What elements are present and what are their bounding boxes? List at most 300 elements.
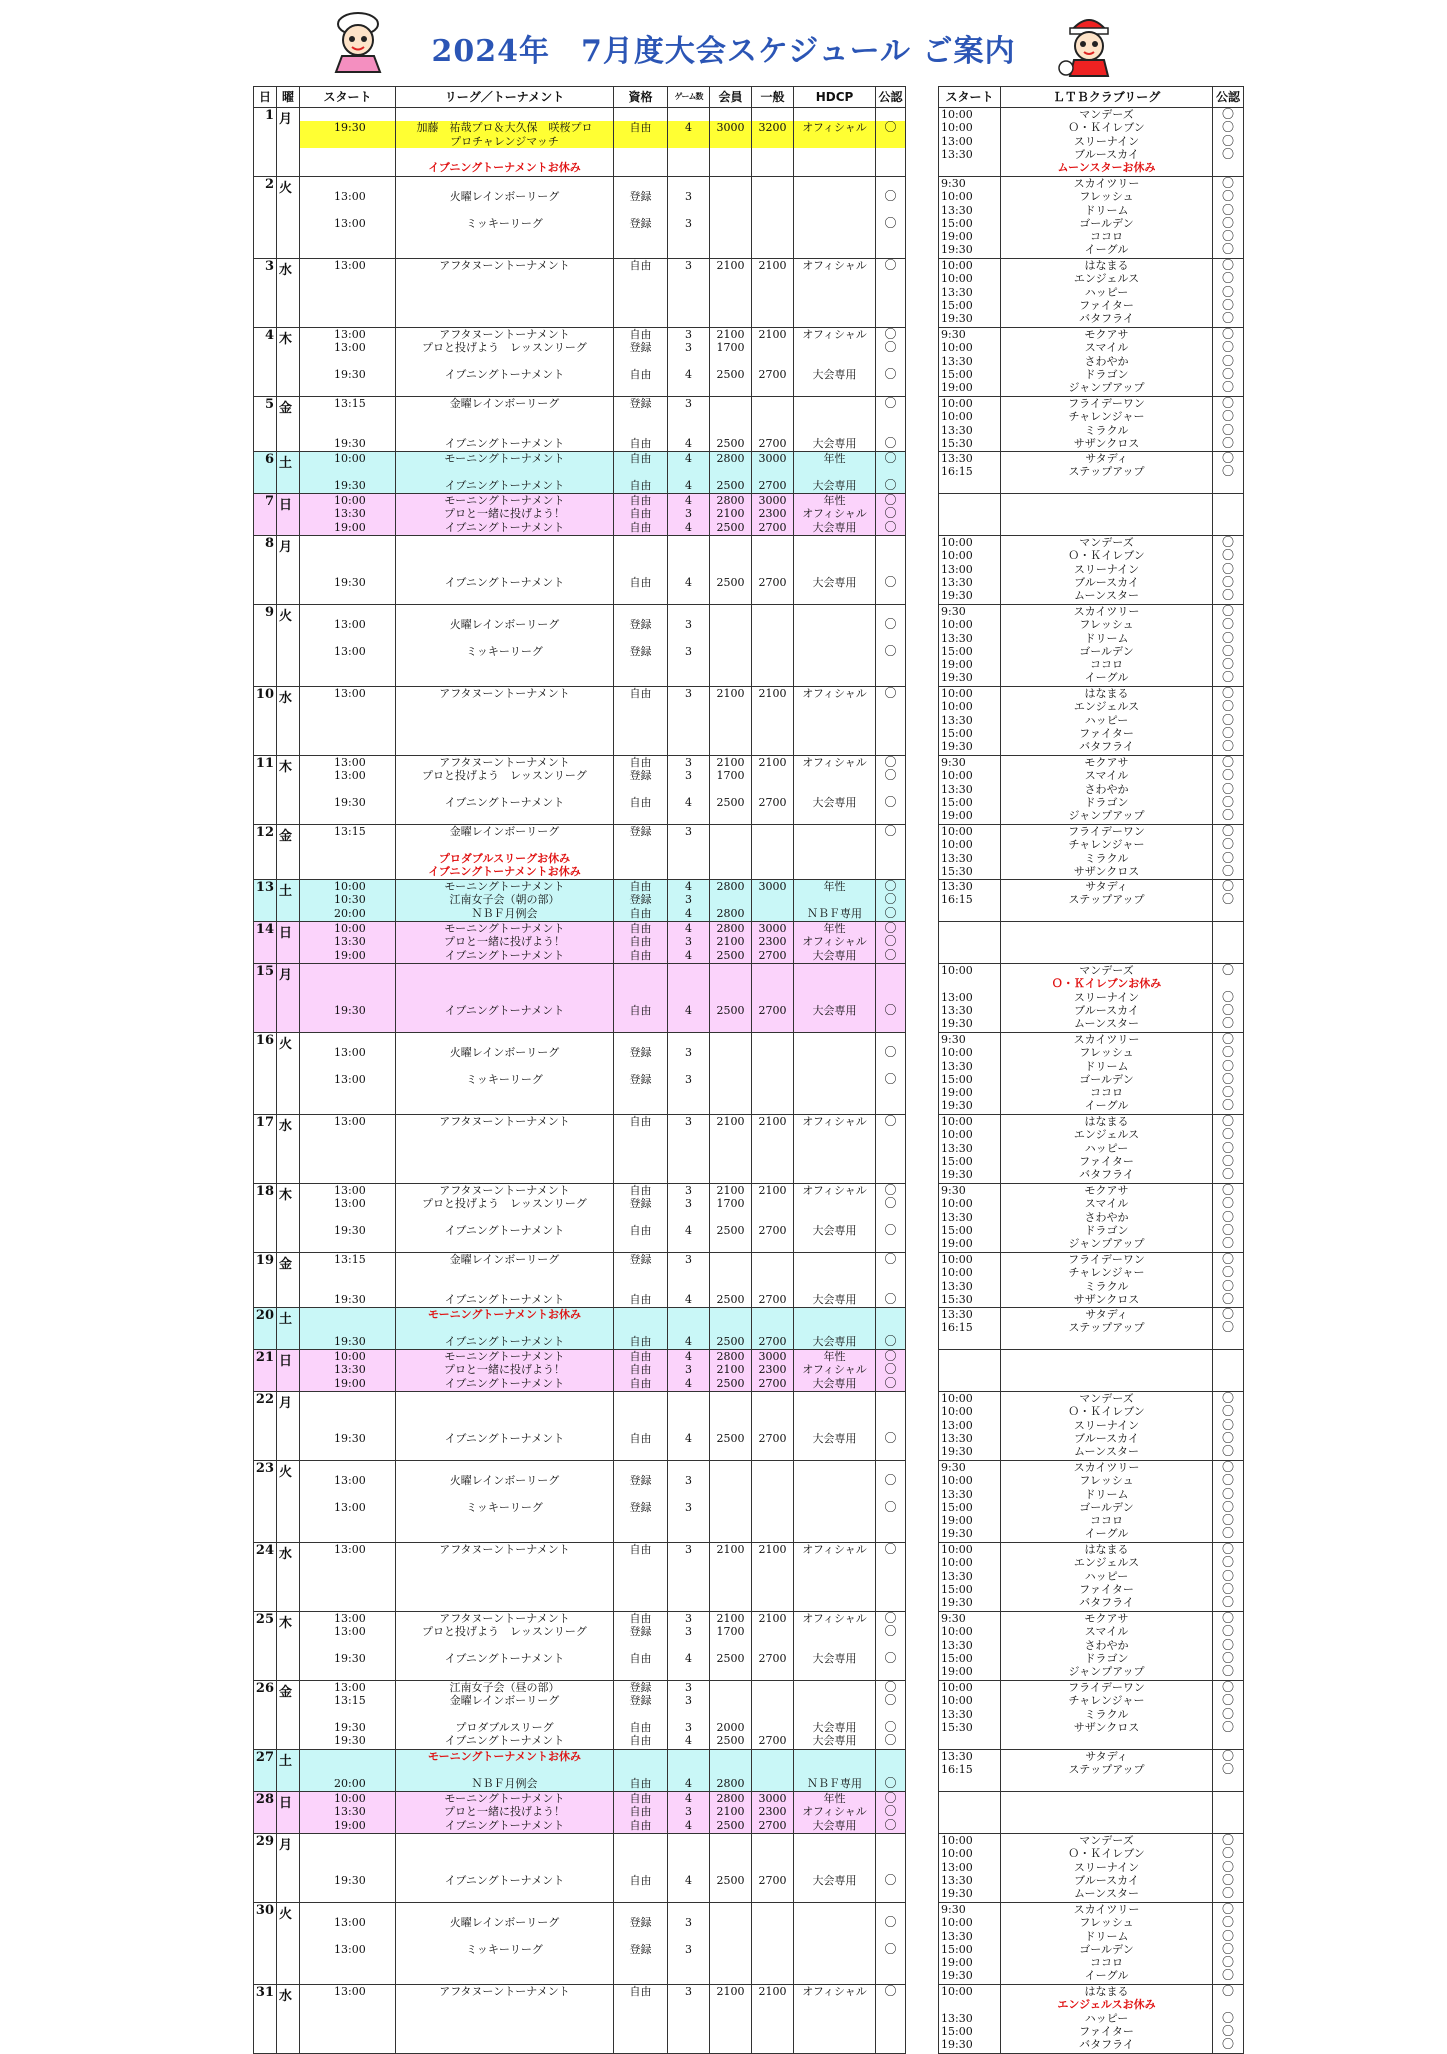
club-name: スリーナイン — [1073, 990, 1140, 1004]
member-fee — [710, 1903, 751, 1916]
club-name: ドラゴン — [1084, 367, 1129, 381]
certified-cell — [876, 922, 906, 964]
general-fee: 3000 — [758, 1350, 787, 1363]
general-fee-cell — [752, 1350, 794, 1392]
eligibility — [614, 727, 667, 740]
weekday: 月 — [277, 1392, 300, 1461]
eligibility-cell — [614, 328, 668, 397]
club-name: ステップアップ — [1068, 465, 1145, 479]
start-time: 10:30 — [334, 893, 366, 907]
member-fee: 2500 — [716, 1651, 745, 1665]
start-time — [300, 563, 395, 576]
general-fee — [752, 424, 793, 437]
start-time: 19:00 — [334, 520, 366, 534]
club-name: ハッピー — [1084, 2011, 1129, 2025]
event-name — [396, 549, 613, 562]
game-count: 4 — [685, 494, 692, 507]
member-fee — [710, 605, 751, 618]
certified: 〇 — [884, 397, 897, 410]
eligibility — [614, 852, 667, 865]
eligibility: 自由 — [629, 259, 652, 272]
eligibility — [614, 1445, 667, 1458]
club-certified — [1213, 977, 1243, 990]
hdcp-cell — [794, 964, 876, 1033]
hdcp-cell — [794, 756, 876, 825]
day-number: 7 — [254, 494, 277, 536]
general-fee — [752, 1596, 793, 1609]
hdcp — [794, 1501, 875, 1514]
certified — [876, 465, 905, 478]
start-time: 13:00 — [334, 1916, 366, 1930]
member-fee — [710, 108, 751, 121]
hdcp — [794, 1847, 875, 1860]
general-fee-cell — [752, 922, 794, 964]
certified-cell — [876, 328, 906, 397]
club-certified-cell — [1213, 1350, 1244, 1392]
hdcp — [794, 825, 875, 838]
day-number: 16 — [254, 1033, 277, 1115]
eligibility — [614, 1033, 667, 1046]
eligibility — [614, 563, 667, 576]
hdcp — [794, 1694, 875, 1707]
weekday: 水 — [277, 687, 300, 756]
weekday: 火 — [277, 1903, 300, 1985]
general-fee — [752, 1708, 793, 1721]
club-name: ドリーム — [1084, 1929, 1129, 1943]
eligibility: 自由 — [629, 507, 652, 521]
member-fee: 2100 — [716, 328, 745, 341]
game-count — [668, 700, 709, 713]
club-name: ファイター — [1079, 1154, 1134, 1168]
eligibility: 自由 — [614, 121, 667, 134]
game-count-cell — [668, 1543, 710, 1612]
certified: 〇 — [884, 1985, 897, 1998]
certified — [876, 1930, 905, 1943]
eligibility-cell — [614, 825, 668, 880]
club-certified: 〇 — [1221, 687, 1234, 700]
general-fee-cell — [752, 605, 794, 687]
member-fee-cell — [710, 1792, 752, 1834]
general-fee — [752, 632, 793, 645]
hdcp: オフィシャル — [802, 259, 867, 272]
club-certified: 〇 — [1221, 410, 1234, 424]
day-row — [254, 108, 906, 177]
event-name — [396, 809, 613, 822]
member-fee — [710, 381, 751, 394]
hdcp: 大会専用 — [812, 1734, 857, 1748]
member-fee — [710, 991, 751, 1004]
club-start-time: 13:30 — [941, 1569, 973, 1583]
game-count — [668, 312, 709, 325]
general-fee: 2100 — [758, 756, 787, 769]
member-fee — [710, 1321, 751, 1334]
member-fee — [710, 740, 751, 753]
eligibility-cell — [614, 1681, 668, 1750]
general-fee: 2700 — [758, 436, 787, 450]
member-fee: 2100 — [716, 259, 745, 272]
hdcp — [794, 740, 875, 753]
club-name: スカイツリー — [1073, 177, 1140, 190]
club-name-cell — [1001, 1750, 1213, 1792]
general-fee — [752, 1956, 793, 1969]
event-name: イブニングトーナメント — [444, 1292, 565, 1306]
certified: 〇 — [884, 1350, 897, 1363]
club-start-time: 15:00 — [941, 726, 973, 740]
club-start-time-cell — [939, 1543, 1001, 1612]
general-fee — [752, 272, 793, 285]
club-certified: 〇 — [1221, 726, 1234, 740]
eligibility-cell — [614, 1543, 668, 1612]
hdcp-cell — [794, 922, 876, 964]
game-count-cell — [668, 1184, 710, 1253]
eligibility — [614, 312, 667, 325]
hdcp: 大会専用 — [812, 795, 857, 809]
certified-cell — [876, 494, 906, 536]
eligibility-cell — [614, 1612, 668, 1681]
hdcp — [794, 658, 875, 671]
event-name — [396, 1596, 613, 1609]
general-fee: 2700 — [758, 478, 787, 492]
member-fee — [710, 135, 751, 148]
member-fee — [710, 2012, 751, 2025]
start-time: 10:00 — [334, 494, 366, 507]
club-name: スマイル — [1084, 1625, 1129, 1639]
hdcp: オフィシャル — [802, 1612, 867, 1625]
hdcp-cell — [794, 1253, 876, 1308]
member-fee: 2500 — [716, 367, 745, 381]
certified — [876, 410, 905, 423]
club-start-time-cell — [939, 1750, 1001, 1792]
club-certified: 〇 — [1221, 893, 1234, 907]
event-name: プロと一緒に投げよう！ — [444, 507, 565, 521]
club-certified: 〇 — [1221, 1308, 1234, 1321]
general-fee — [752, 1514, 793, 1527]
certified: 〇 — [884, 436, 897, 450]
club-name: ファイター — [1079, 726, 1134, 740]
club-name: はなまる — [1084, 259, 1129, 272]
general-fee: 2700 — [758, 1334, 787, 1348]
general-fee: 2300 — [758, 507, 787, 521]
general-fee — [752, 658, 793, 671]
club-certified: 〇 — [1221, 1763, 1234, 1777]
certified — [876, 1128, 905, 1141]
general-fee — [752, 1861, 793, 1874]
club-name-cell — [1001, 922, 1213, 964]
club-certified: 〇 — [1221, 1154, 1234, 1168]
club-certified: 〇 — [1221, 1887, 1234, 1901]
member-fee — [710, 1930, 751, 1943]
member-fee: 2800 — [716, 922, 745, 935]
hdcp: 年性 — [823, 494, 846, 507]
hdcp — [794, 1280, 875, 1293]
eligibility: 自由 — [629, 880, 652, 893]
eligibility — [614, 1583, 667, 1596]
club-name: フライデーワン — [1068, 1253, 1145, 1266]
certified: 〇 — [884, 1916, 897, 1930]
hdcp-cell — [794, 1184, 876, 1253]
club-certified-cell — [1213, 397, 1244, 452]
club-start-time: 15:00 — [941, 298, 973, 312]
day-number: 9 — [254, 605, 277, 687]
day-number: 22 — [254, 1392, 277, 1461]
event-name: アフタヌーントーナメント — [439, 1543, 570, 1556]
eligibility — [614, 1763, 667, 1776]
event-name — [396, 177, 613, 190]
club-name: スカイツリー — [1073, 1903, 1140, 1916]
club-name: ムーンスターお休み — [1057, 161, 1156, 175]
certified-cell — [876, 1253, 906, 1308]
event-name: プロダブルスリーグお休み — [438, 851, 571, 865]
club-certified: 〇 — [1221, 1086, 1234, 1100]
member-fee: 2800 — [716, 1776, 745, 1790]
event-name: イブニングトーナメントお休み — [428, 161, 581, 175]
member-fee — [710, 1763, 751, 1776]
certified — [876, 658, 905, 671]
club-name: エンジェルス — [1073, 1128, 1140, 1142]
hdcp: オフィシャル — [802, 1543, 867, 1556]
event-name-cell — [396, 452, 614, 494]
hdcp — [794, 865, 875, 878]
day-row — [254, 536, 906, 605]
club-certified: 〇 — [1221, 549, 1234, 563]
member-fee-cell — [710, 494, 752, 536]
club-name-cell — [1001, 1792, 1213, 1834]
club-start-time: 9:30 — [941, 756, 966, 769]
header-cell: 曜 — [277, 87, 300, 108]
event-name-cell — [396, 687, 614, 756]
certified — [876, 1834, 905, 1847]
general-fee — [752, 1943, 793, 1956]
club-certified: 〇 — [1221, 1707, 1234, 1721]
club-name: フレッシュ — [1079, 618, 1134, 632]
event-name-cell — [396, 259, 614, 328]
general-fee — [752, 1017, 793, 1030]
game-count-cell — [668, 825, 710, 880]
club-certified: 〇 — [1221, 769, 1234, 783]
start-time-cell — [300, 1033, 396, 1115]
day-row — [254, 1612, 906, 1681]
event-name: 江南女子会（朝の部） — [449, 893, 560, 907]
day-number: 11 — [254, 756, 277, 825]
club-day-row — [939, 328, 1244, 397]
hdcp: 年性 — [823, 922, 846, 935]
game-count — [668, 1834, 709, 1847]
club-start-time: 10:00 — [941, 1197, 973, 1211]
event-name — [396, 563, 613, 576]
club-start-time: 13:30 — [941, 1873, 973, 1887]
general-fee: 3000 — [758, 880, 787, 893]
eligibility: 自由 — [629, 1376, 652, 1390]
club-certified: 〇 — [1221, 1253, 1234, 1266]
certified: 〇 — [884, 1651, 897, 1665]
club-start-time: 10:00 — [941, 259, 973, 272]
start-time — [300, 1155, 395, 1168]
club-certified: 〇 — [1221, 190, 1234, 204]
club-name: マンデーズ — [1079, 1392, 1134, 1405]
general-fee — [752, 1750, 793, 1763]
header-cell: ＬＴＢクラブリーグ — [1001, 87, 1213, 108]
member-fee — [710, 1445, 751, 1458]
eligibility: 自由 — [629, 436, 652, 450]
game-count — [668, 658, 709, 671]
club-certified-cell — [1213, 687, 1244, 756]
weekday: 土 — [277, 880, 300, 922]
eligibility: 登録 — [629, 216, 652, 230]
club-name-cell — [1001, 1543, 1213, 1612]
eligibility — [614, 1750, 667, 1763]
event-name: アフタヌーントーナメント — [439, 328, 570, 341]
game-count: 4 — [685, 922, 692, 935]
event-name: モーニングトーナメントお休み — [428, 1308, 581, 1321]
club-name: さわやか — [1084, 1638, 1129, 1652]
eligibility — [614, 1155, 667, 1168]
game-count — [668, 1750, 709, 1763]
eligibility: 自由 — [629, 1776, 652, 1790]
hdcp — [794, 397, 875, 410]
club-name: バタフライ — [1079, 1168, 1134, 1182]
club-start-time: 13:30 — [941, 1210, 973, 1224]
member-fee — [710, 1419, 751, 1432]
hdcp — [794, 1583, 875, 1596]
hdcp: ＮＢＦ専用 — [807, 1776, 862, 1790]
certified — [876, 549, 905, 562]
header-cell: スタート — [939, 87, 1001, 108]
event-name: イブニングトーナメント — [444, 575, 565, 589]
hdcp: 大会専用 — [812, 478, 857, 492]
event-name — [396, 410, 613, 423]
member-fee — [710, 204, 751, 217]
member-fee — [710, 700, 751, 713]
hdcp: 大会専用 — [812, 948, 857, 962]
day-row — [254, 397, 906, 452]
start-time-cell — [300, 1184, 396, 1253]
club-name: フレッシュ — [1079, 1916, 1134, 1930]
hdcp: 大会専用 — [812, 1376, 857, 1390]
general-fee: 2700 — [758, 520, 787, 534]
club-start-time: 10:00 — [941, 190, 973, 204]
club-start-time: 10:00 — [941, 341, 973, 355]
general-fee-cell — [752, 1392, 794, 1461]
certified: 〇 — [884, 1681, 897, 1694]
event-name-cell — [396, 1612, 614, 1681]
general-fee — [752, 1073, 793, 1086]
club-start-time: 15:00 — [941, 1582, 973, 1596]
eligibility — [614, 2038, 667, 2051]
start-time: 10:00 — [334, 922, 366, 935]
eligibility: 登録 — [629, 1046, 652, 1060]
club-start-time: 10:00 — [941, 1847, 973, 1861]
club-name: ムーンスター — [1074, 1887, 1139, 1901]
club-day-row — [939, 1681, 1244, 1750]
game-count-cell — [668, 880, 710, 922]
certified-cell — [876, 259, 906, 328]
day-row — [254, 756, 906, 825]
club-name: はなまる — [1084, 1115, 1129, 1128]
start-time — [300, 852, 395, 865]
event-name — [396, 148, 613, 161]
club-start-time: 19:00 — [941, 1514, 973, 1528]
start-time: 13:00 — [334, 618, 366, 632]
club-start-time-cell — [939, 1033, 1001, 1115]
hdcp — [794, 1998, 875, 2011]
start-time-cell — [300, 1681, 396, 1750]
game-count-cell — [668, 922, 710, 964]
hdcp: 大会専用 — [812, 575, 857, 589]
club-certified: 〇 — [1221, 575, 1234, 589]
eligibility: 登録 — [629, 1197, 652, 1211]
certified — [876, 1266, 905, 1279]
member-fee: 2500 — [716, 1818, 745, 1832]
eligibility — [614, 589, 667, 602]
weekday: 木 — [277, 756, 300, 825]
start-time: 19:30 — [334, 1003, 366, 1017]
hdcp — [794, 299, 875, 312]
event-name-cell — [396, 1392, 614, 1461]
club-start-time-cell — [939, 494, 1001, 536]
start-time — [300, 589, 395, 602]
club-day-row — [939, 964, 1244, 1033]
general-fee — [752, 299, 793, 312]
hdcp-cell — [794, 1543, 876, 1612]
game-count: 3 — [685, 259, 692, 272]
start-time-cell — [300, 687, 396, 756]
club-start-time: 13:30 — [941, 1431, 973, 1445]
club-start-time: 19:30 — [941, 1017, 973, 1031]
hdcp — [794, 549, 875, 562]
eligibility: 自由 — [629, 1805, 652, 1819]
day-number: 14 — [254, 922, 277, 964]
club-day-row — [939, 177, 1244, 259]
event-name: 火曜レインボーリーグ — [449, 1916, 560, 1930]
start-time: 13:00 — [334, 756, 366, 769]
event-name: プロと一緒に投げよう！ — [444, 1363, 565, 1377]
member-fee — [710, 1308, 751, 1321]
club-start-time: 15:00 — [941, 1154, 973, 1168]
club-name-cell — [1001, 452, 1213, 494]
day-number: 12 — [254, 825, 277, 880]
club-certified: 〇 — [1221, 381, 1234, 395]
general-fee — [752, 1834, 793, 1847]
eligibility-cell — [614, 880, 668, 922]
event-name — [396, 700, 613, 713]
day-row — [254, 880, 906, 922]
start-time — [300, 1665, 395, 1678]
certified — [876, 1903, 905, 1916]
event-name — [396, 1903, 613, 1916]
member-fee: 2000 — [716, 1720, 745, 1734]
general-fee-cell — [752, 756, 794, 825]
eligibility — [614, 1266, 667, 1279]
game-count: 4 — [685, 1003, 692, 1017]
start-time: 13:00 — [334, 1115, 366, 1128]
event-name — [396, 727, 613, 740]
event-name: ミッキーリーグ — [466, 1500, 543, 1514]
general-fee — [752, 1419, 793, 1432]
event-name — [396, 1445, 613, 1458]
club-name: サタディ — [1085, 880, 1128, 893]
member-fee — [710, 2038, 751, 2051]
member-fee — [710, 1596, 751, 1609]
certified: 〇 — [884, 1474, 897, 1488]
start-time: 19:30 — [334, 575, 366, 589]
event-name — [396, 1155, 613, 1168]
game-count: 4 — [685, 1776, 692, 1790]
day-row — [254, 259, 906, 328]
hdcp — [794, 108, 875, 121]
club-start-time: 19:30 — [941, 312, 973, 326]
club-certified: 〇 — [1221, 397, 1234, 410]
club-league-table — [938, 86, 1244, 2054]
